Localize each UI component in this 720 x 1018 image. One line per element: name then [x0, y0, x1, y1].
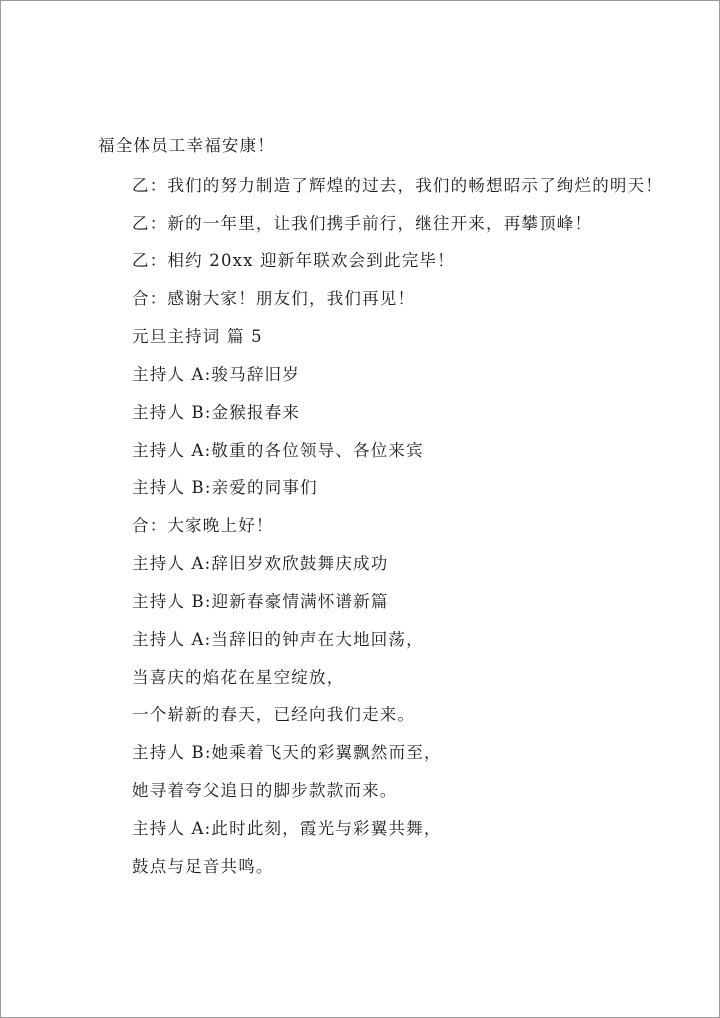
text-line: 主持人 A:骏马辞旧岁 [132, 365, 300, 384]
text-line: 一个崭新的春天，已经向我们走来。 [132, 705, 416, 724]
text-line: 当喜庆的焰花在星空绽放， [132, 668, 345, 687]
text-line: 主持人 A:敬重的各位领导、各位来宾 [132, 441, 424, 460]
text-line: 合：大家晚上好！ [132, 516, 274, 535]
text-line: 福全体员工幸福安康！ [98, 136, 275, 155]
text-line: 主持人 A:当辞旧的钟声在大地回荡， [132, 630, 424, 649]
text-line: 合：感谢大家！朋友们，我们再见！ [132, 289, 416, 308]
text-line: 鼓点与足音共鸣。 [132, 857, 274, 876]
text-line: 乙：我们的努力制造了辉煌的过去，我们的畅想昭示了绚烂的明天！ [132, 176, 663, 195]
text-line: 主持人 B:亲爱的同事们 [132, 478, 318, 497]
section-heading: 元旦主持词 篇 5 [132, 327, 263, 346]
text-line: 主持人 B:金猴报春来 [132, 403, 301, 422]
text-line: 她寻着夸父追日的脚步款款而来。 [132, 781, 398, 800]
text-line: 乙：相约 20xx 迎新年联欢会到此完毕！ [132, 251, 455, 270]
text-line: 主持人 B:她乘着飞天的彩翼飘然而至， [132, 743, 442, 762]
text-line: 主持人 A:辞旧岁欢欣鼓舞庆成功 [132, 554, 389, 573]
text-line: 主持人 B:迎新春豪情满怀谱新篇 [132, 592, 389, 611]
text-line: 主持人 A:此时此刻，霞光与彩翼共舞， [132, 819, 442, 838]
text-line: 乙：新的一年里，让我们携手前行，继往开来，再攀顶峰！ [132, 214, 593, 233]
